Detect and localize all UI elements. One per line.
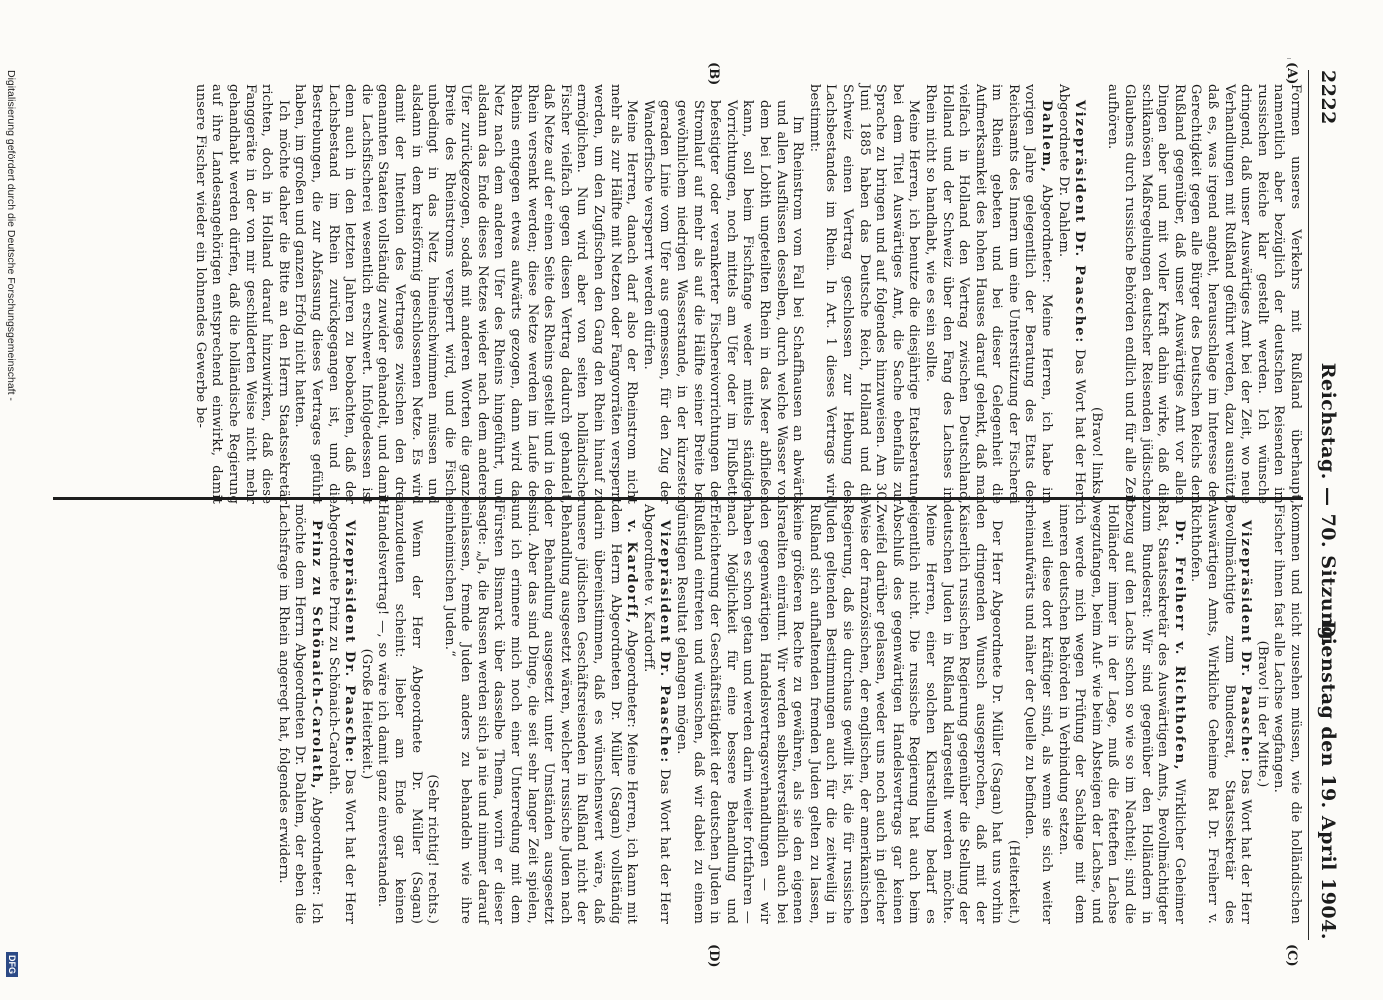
paragraph: Formen unseres Verkehrs mit Rußland überhaupt, namentlich aber bezüglich der deutschen Reisenden im russischen Reiche klar gestellt werden. Ich wünsche dringend, daß unser Auswärtiges Amt bei der Zeit, wo neue Verhandlungen mit Rußland geführt werden, dazu ausnützt, daß es, was irgend angeht, herausschlage im Interesse der Gerechtigkeit gegen alle Bürger des Deutschen Reichs dem Rußland gegenüber, daß unser Auswärtiges Amt vor allen Dingen aber und mit voller Kraft dahin wirke, daß die schikanösen Maßregelungen deutscher Reisenden jüdischen Glaubens durch russische Behörden endlich und für alle Zeit aufhören. <box>1105 84 1303 504</box>
header-title: Reichstag. — 70. Sitzung. <box>1317 362 1339 648</box>
speaker-name: Dr. Freiherr v. Richthofen, <box>1171 520 1187 772</box>
paragraph: Wenn der Herr Abgeordnete Dr. Müller (Sagan) anzudeuten scheint: lieber am Ende gar keinen Handelsvertrag! —, so wäre ich damit ganz einverstanden. <box>375 504 424 924</box>
paragraph-text: Das Wort hat der Herr Bevollmächtigte zum Bundesrat, Staatssekretär des Auswärtigen Amts, Wirkliche Geheime Rat Dr. Freiherr v. Richthofen. <box>1188 504 1254 925</box>
speaker-name: Prinz zu Schönaich-Carolath, <box>308 520 324 791</box>
paragraph <box>324 504 357 924</box>
paragraph-text: Das Wort hat der Herr Abgeordnete Prinz zu Schönaich-Carolath. <box>325 504 358 925</box>
paragraph <box>921 84 1054 504</box>
paragraph: Meine Herren, ich benutze die diesjährige Etatsberatung bei dem Titel Auswärtiges Amt, die Sache ebenfalls zur Sprache zu bringen und auf folgendes hinzuweisen. Am 30. Juni 1885 haben das Deutsche Reich, Holland und die Schweiz einen Vertrag geschlossen zur Hebung des Lachsbestandes im Rhein. In Art. 1 dieses Vertrags wird bestimmt: <box>806 84 922 504</box>
left-column <box>191 84 1303 504</box>
paragraph-text: Wirklicher Geheimer Rat, Staatssekretär des Auswärtigen Amts, Bevollmächtigter zum Bundesrat: Wir sind gegenüber den Holländern in bezug auf den Lachs schon so wie so im Nachteil; sind die Holländer immer in der Lage, muß die fetteften Lachse wegzufangen, beim Auf- wie beim Absteigen der Lachse, und ich werde mich wegen Prüfung der Sachlage mit dem inneren deutschen Behörden in Verbindung setzen. <box>1055 504 1187 924</box>
paragraph-text: Das Wort hat der Herr Abgeordnete Dr. Dahlem. <box>1055 84 1088 505</box>
speaker-label: Vizepräsident Dr. Paasche: <box>657 520 673 764</box>
header-date: Dienstag den 19. April 1904. <box>1317 620 1339 940</box>
paragraph-text: Abgeordneter: Meine Herren, ich kann mit dem Herrn Abgeordneten Dr. Müller (Sagan) vollständig darin übereinstimmen, daß es wünschenswert wäre, daß unsere jüdischen Geschäftsreisenden in Rußland nicht der Behandlung ausgesetzt wären, welcher russische Juden nach der Behandlung ausgesetzt unter Umständen ausgesetzt sind. Aber das sind Dinge, die seit sehr langer Zeit spielen, und ich erinnere mich noch einer Unterredung mit dem Fürsten Bismarck über dasselbe Thema, worin er dieser sagte: „Ja, die Russen werden sich ja nie und nimmer darauf einlassen, fremde Juden anders zu behandeln wie ihre einheimischen Juden.“ <box>441 504 640 925</box>
speaker-label: Vizepräsident Dr. Paasche: <box>1072 100 1088 344</box>
paragraph <box>274 504 324 924</box>
paragraph-text: Abgeordneter: Ich möchte dem Herrn Abgeordneten Dr. Dahlem, der eben die Lachsfrage im Rhein angeregt hat, folgendes erwidern. <box>275 504 324 924</box>
stage-direction: (Große Heiterkeit.) <box>358 648 374 780</box>
paragraph-text: Abgeordneter: Meine Herren, ich habe im vorigen Jahre gelegentlich der Beratung des Etats des Reichsamts des Innern um eine Unterstützung der Fischerei im Rhein gebeten und bei dieser Gelegenheit die Aufmerksamkeit des hohen Hauses darauf gelenkt, daß man vielfach in Holland den Vertrag zwischen Deutschland, Holland und der Schweiz über den Fang des Lachses im Rhein nicht so handhabt, wie es sein sollte. <box>922 84 1055 504</box>
header-rule <box>1308 70 1309 940</box>
margin-marker-d: (D) <box>706 944 721 968</box>
speaker-name: v. Kardorff, <box>624 520 640 625</box>
paragraph: Ich möchte daher die Bitte an den Herrn Staatssekretär richten, doch in Holland darauf hinzuwirken, daß diese Fanggeräte in der von mir geschilderten Weise nicht mehr gehandhabt werden dürfen, daß die holländische Regierung auf ihre Landesangehörigen entsprechend einwirkt, damit unsere Fischer wieder ein lohnendes Gewerbe be- <box>192 84 291 504</box>
speaker-name: Dahlem, <box>1039 100 1055 174</box>
speaker-label: Vizepräsident Dr. Paasche: <box>342 520 358 764</box>
paragraph: Meine Herren, danach darf also der Rheinstrom nicht mehr als zur Hälfte mit Netzen oder Fangvorräten versperrt werden, um den Zugfischen den Gang den Rhein hinauf zu ermöglichen. Nun wird aber von seiten holländischer Fischer vielfach gegen diesen Vertrag dadurch gehandelt, daß Netze auf der einen Seite des Rheins gestellt und in den Rhein versenkt werden; diese Netze werden im Laufe des Rheins entgegen etwas aufwärts gezogen, dann wird das Netz nach dem anderen Ufer des Rheins hingeführt, und alsdann das Ende dieses Netzes wieder nach dem anderen Ufer zurückgezogen, sodaß mit anderen Worten die ganze Breite des Rheinstroms versperrt wird, und die Fische unbedingt in das Netz hineinschwimmen müssen und alsdann in dem kreisförmig geschlossenen Netze. Es wird damit der Intention des Vertrages zwischen den drei genannten Staaten vollständig zuwider gehandelt, und damit die Lachsfischerei wesentlich erschwert. Infolgedessen ist denn auch in den letzten Jahren zu beobachten, daß der Lachsbestand im Rhein zurückgegangen ist, und die Bestrebungen, die zur Abfassung dieses Vertrages geführt haben, im großen und ganzen Erfolg nicht hatten. <box>292 84 640 504</box>
right-column <box>274 504 1303 924</box>
digitization-credit: Digitalisierung gefördert durch die Deutsche Forschungsgemeinschaft - <box>5 70 17 401</box>
paragraph <box>1054 504 1187 924</box>
paragraph: Der Herr Abgeordnete Dr. Müller (Sagan) hat uns vorhin den dringenden Wunsch ausgesprochen, daß mit der Kaiserlich russischen Regierung gegenüber die Stellung der deutschen Juden in Rußland klargestellt werden möchte. Meine Herren, einer solchen Klarstellung bedarf es eigentlich nicht. Die russische Regierung hat auch beim Abschluß des gegenwärtigen Handelsvertrags gar keinen Zweifel darüber gelassen, weder uns noch auch in gleicher Weise der französischen, der englischen, der amerikanischen Regierung, daß sie durchaus gewillt ist, die für russische Juden geltenden Bestimmungen auch für die zeitweilig in Rußland sich aufhaltenden fremden Juden gelten zu lassen, keine größeren Rechte zu gewähren, als sie den eigenen Israeliten einräumt. Wir werden selbstverständlich auch bei den gegenwärtigen Handelsvertragsverhandlungen — wir haben es schon getan und werden darin weiter fortfahren — nach Möglichkeit für eine bessere Behandlung und Erleichterung der Geschäftstätigkeit der deutschen Juden in Rußland eintreten und wünschen, daß wir dabei zu einem günstigen Resultat gelangen mögen. <box>674 504 1005 924</box>
page-number: 2222 <box>1317 70 1339 125</box>
running-header <box>1309 70 1339 940</box>
margin-marker-a: (A) <box>1284 62 1299 85</box>
stage-direction: (Bravo! in der Mitte.) <box>1254 640 1270 788</box>
margin-marker-b: (B) <box>706 62 721 86</box>
paragraph <box>639 504 672 924</box>
speaker-label: Vizepräsident Dr. Paasche: <box>1238 520 1254 764</box>
page-edge-mark <box>1287 58 1291 59</box>
stage-direction: (Heiterkeit.) <box>1005 839 1021 924</box>
paragraph-text: Das Wort hat der Herr Abgeordnete v. Kardorff. <box>640 504 673 925</box>
paragraph <box>1187 504 1253 924</box>
margin-marker-c: (C) <box>1284 944 1299 967</box>
quoted-paragraph: Im Rheinstrom vom Fall bei Schaffhausen an abwärts und allen Ausflüssen desselben, durch welche Wasser von dem bei Lobith ungeteilten Rhein in das Meer abfließen kann, soll beim Fischfange weder mittels ständiger Vorrichtungen, noch mittels am Ufer oder im Flußbette befestigter oder verankerter Fischereivorrichtungen der Stromlauf auf mehr als auf die Hälfte seiner Breite bei gewöhnlichem niedrigen Wasserstande, in der kürzesten geraden Linie vom Ufer aus gemessen, für den Zug der Wanderfische versperrt werden dürfen. <box>640 100 806 504</box>
stage-direction: (Bravo! links.) <box>1088 407 1104 504</box>
stage-direction: (Sehr richtig! rechts.) <box>425 774 441 924</box>
paragraph <box>1054 84 1087 504</box>
dfg-logo: DFG <box>6 952 18 977</box>
paragraph: weil diese dort kräftiger sind, als wenn sie sich weiter rheinaufwärts und näher der Quelle zu befinden. <box>1022 504 1055 924</box>
paragraph <box>440 504 639 924</box>
paragraph: kommen und nicht zusehen müssen, wie die holländischen Fischer ihnen fast alle Lachse wegfangen. <box>1271 504 1303 924</box>
